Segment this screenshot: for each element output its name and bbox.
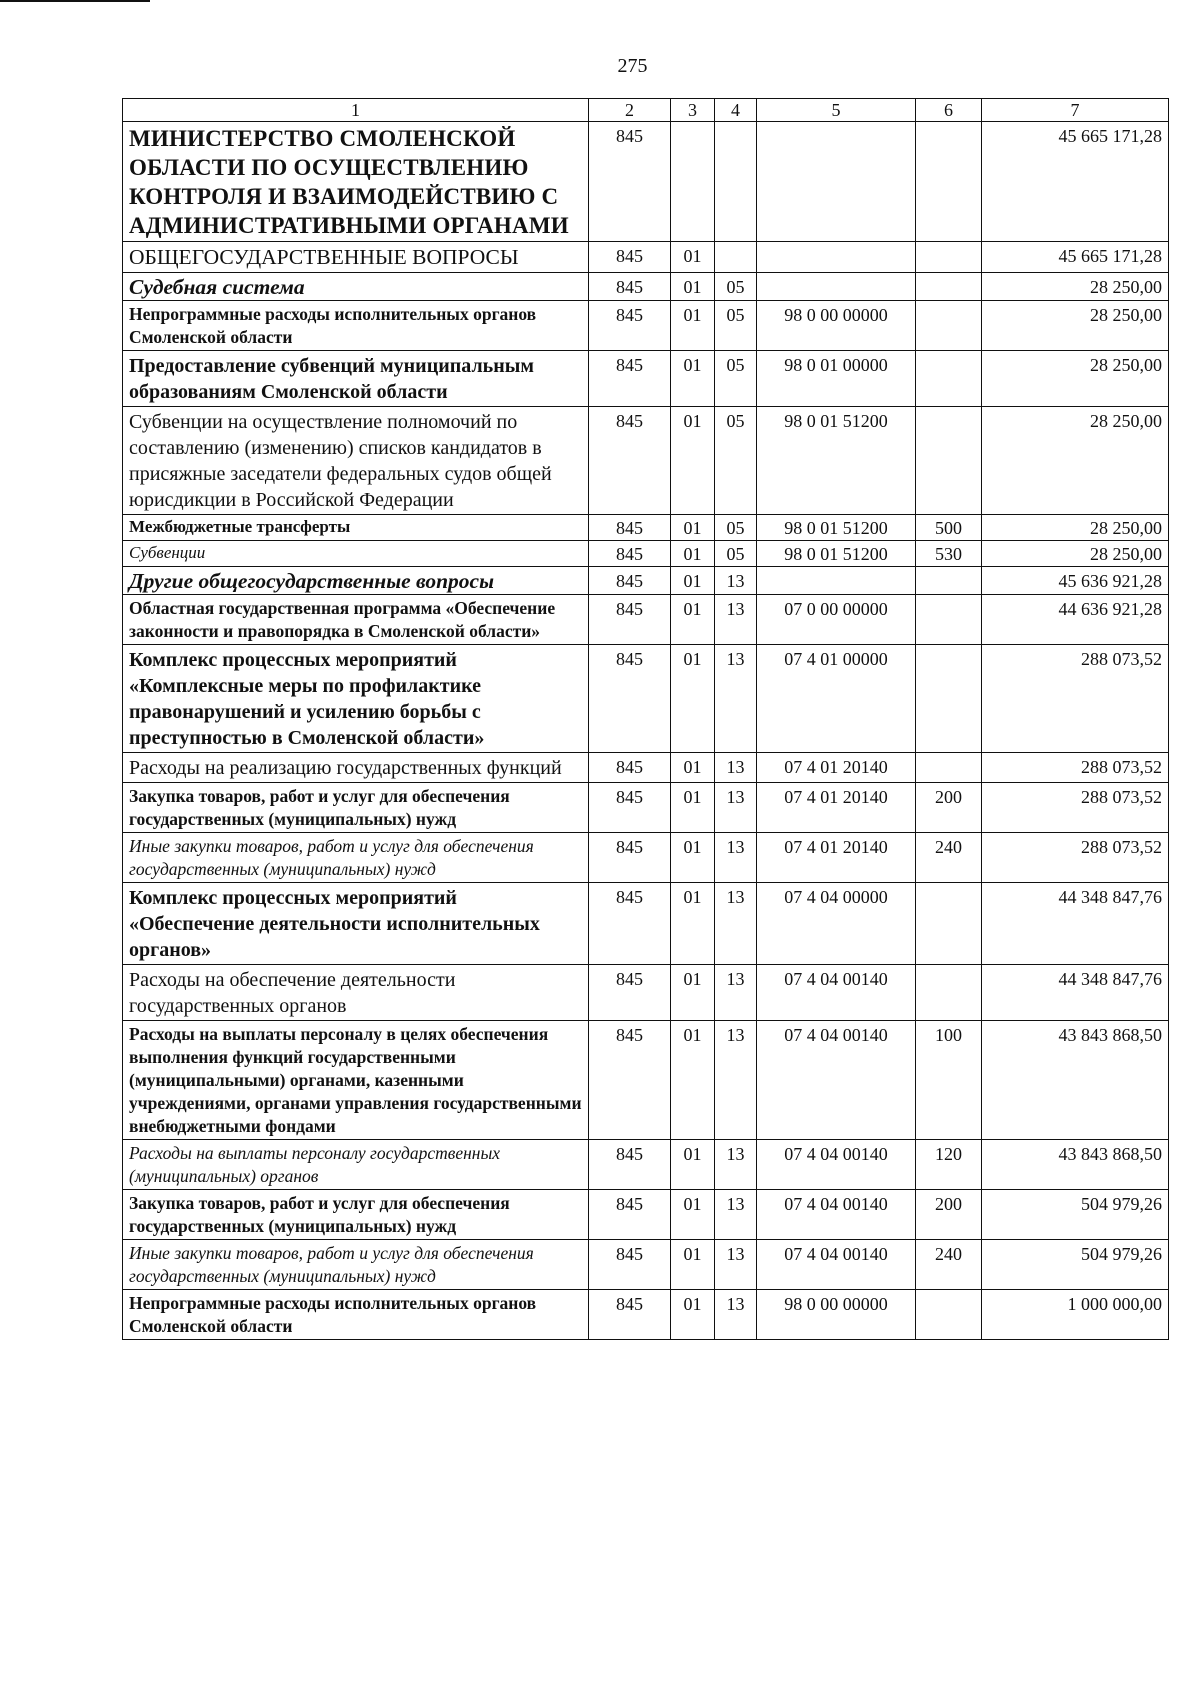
expense-type-cell: 240 — [916, 833, 982, 883]
table-row — [123, 965, 1169, 1021]
subsection-code-cell: 13 — [715, 1190, 757, 1240]
row-name-cell: Расходы на реализацию государственных функций — [123, 753, 589, 783]
section-code-cell: 01 — [671, 541, 715, 567]
subsection-code-cell: 13 — [715, 833, 757, 883]
section-code-cell: 01 — [671, 595, 715, 645]
section-code-cell: 01 — [671, 301, 715, 351]
subsection-code-cell — [715, 122, 757, 242]
expense-type-cell — [916, 407, 982, 515]
target-article-cell: 07 4 01 20140 — [757, 833, 916, 883]
section-code-cell: 01 — [671, 407, 715, 515]
expense-type-cell: 200 — [916, 783, 982, 833]
row-name-cell: Иные закупки товаров, работ и услуг для обеспечения государственных (муниципальных) нужд — [123, 1240, 589, 1290]
expense-type-cell — [916, 595, 982, 645]
table-row — [123, 122, 1169, 242]
subsection-code-cell: 13 — [715, 595, 757, 645]
ministry-code-cell: 845 — [589, 515, 671, 541]
target-article-cell: 98 0 00 00000 — [757, 301, 916, 351]
table-row — [123, 273, 1169, 301]
expense-type-cell — [916, 273, 982, 301]
expense-type-cell — [916, 567, 982, 595]
table-row — [123, 595, 1169, 645]
expense-type-cell — [916, 351, 982, 407]
row-name-cell: Комплекс процессных мероприятий «Обеспечение деятельности исполнительных органов» — [123, 883, 589, 965]
row-name-cell: МИНИСТЕРСТВО СМОЛЕНСКОЙ ОБЛАСТИ ПО ОСУЩЕСТВЛЕНИЮ КОНТРОЛЯ И ВЗАИМОДЕЙСТВИЮ С АДМИНИСТРАТИВНЫМИ ОРГАНАМИ — [123, 122, 589, 242]
row-name-cell: Другие общегосударственные вопросы — [123, 567, 589, 595]
section-code-cell: 01 — [671, 833, 715, 883]
section-code-cell: 01 — [671, 1240, 715, 1290]
target-article-cell: 07 4 04 00140 — [757, 1021, 916, 1140]
row-name-cell: Расходы на выплаты персоналу в целях обеспечения выполнения функций государственными (муниципальными) органами, казенными учреждениями, органами управления государственными внебюджетными фондами — [123, 1021, 589, 1140]
row-name-cell: ОБЩЕГОСУДАРСТВЕННЫЕ ВОПРОСЫ — [123, 242, 589, 273]
subsection-code-cell: 05 — [715, 273, 757, 301]
section-code-cell: 01 — [671, 783, 715, 833]
target-article-cell: 07 0 00 00000 — [757, 595, 916, 645]
ministry-code-cell: 845 — [589, 645, 671, 753]
expense-type-cell — [916, 965, 982, 1021]
target-article-cell: 98 0 01 51200 — [757, 515, 916, 541]
ministry-code-cell: 845 — [589, 1290, 671, 1340]
column-header: 4 — [715, 99, 757, 122]
table-row — [123, 541, 1169, 567]
table-header-row — [123, 99, 1169, 122]
ministry-code-cell: 845 — [589, 1140, 671, 1190]
table-row — [123, 1240, 1169, 1290]
ministry-code-cell: 845 — [589, 273, 671, 301]
section-code-cell: 01 — [671, 567, 715, 595]
target-article-cell — [757, 273, 916, 301]
subsection-code-cell — [715, 242, 757, 273]
column-header: 7 — [982, 99, 1169, 122]
ministry-code-cell: 845 — [589, 541, 671, 567]
section-code-cell: 01 — [671, 645, 715, 753]
target-article-cell: 07 4 01 20140 — [757, 753, 916, 783]
table-body — [123, 122, 1169, 1340]
target-article-cell: 98 0 00 00000 — [757, 1290, 916, 1340]
column-header: 6 — [916, 99, 982, 122]
subsection-code-cell: 05 — [715, 407, 757, 515]
amount-cell: 44 348 847,76 — [982, 883, 1169, 965]
ministry-code-cell: 845 — [589, 1240, 671, 1290]
target-article-cell — [757, 242, 916, 273]
subsection-code-cell: 13 — [715, 965, 757, 1021]
table-row — [123, 242, 1169, 273]
table-row — [123, 783, 1169, 833]
amount-cell: 28 250,00 — [982, 515, 1169, 541]
expense-type-cell: 200 — [916, 1190, 982, 1240]
expense-type-cell — [916, 645, 982, 753]
row-name-cell: Иные закупки товаров, работ и услуг для обеспечения государственных (муниципальных) нужд — [123, 833, 589, 883]
amount-cell: 1 000 000,00 — [982, 1290, 1169, 1340]
target-article-cell: 98 0 01 51200 — [757, 541, 916, 567]
table-row — [123, 883, 1169, 965]
amount-cell: 44 348 847,76 — [982, 965, 1169, 1021]
section-code-cell: 01 — [671, 351, 715, 407]
expense-type-cell — [916, 883, 982, 965]
expense-type-cell: 530 — [916, 541, 982, 567]
target-article-cell: 07 4 04 00000 — [757, 883, 916, 965]
ministry-code-cell: 845 — [589, 407, 671, 515]
table-row — [123, 407, 1169, 515]
expense-type-cell — [916, 1290, 982, 1340]
subsection-code-cell: 13 — [715, 783, 757, 833]
ministry-code-cell: 845 — [589, 965, 671, 1021]
subsection-code-cell: 13 — [715, 1021, 757, 1140]
expense-type-cell: 100 — [916, 1021, 982, 1140]
section-code-cell: 01 — [671, 753, 715, 783]
amount-cell: 43 843 868,50 — [982, 1021, 1169, 1140]
amount-cell: 288 073,52 — [982, 833, 1169, 883]
ministry-code-cell: 845 — [589, 1021, 671, 1140]
target-article-cell: 07 4 04 00140 — [757, 965, 916, 1021]
subsection-code-cell: 13 — [715, 1140, 757, 1190]
section-code-cell: 01 — [671, 1140, 715, 1190]
section-code-cell: 01 — [671, 883, 715, 965]
target-article-cell: 98 0 01 51200 — [757, 407, 916, 515]
target-article-cell: 07 4 01 20140 — [757, 783, 916, 833]
table-row — [123, 515, 1169, 541]
table-row — [123, 1290, 1169, 1340]
subsection-code-cell: 13 — [715, 883, 757, 965]
expense-type-cell — [916, 753, 982, 783]
subsection-code-cell: 13 — [715, 645, 757, 753]
amount-cell: 288 073,52 — [982, 783, 1169, 833]
target-article-cell: 07 4 04 00140 — [757, 1140, 916, 1190]
expense-type-cell: 240 — [916, 1240, 982, 1290]
section-code-cell: 01 — [671, 515, 715, 541]
subsection-code-cell: 13 — [715, 567, 757, 595]
expense-type-cell — [916, 301, 982, 351]
row-name-cell: Закупка товаров, работ и услуг для обеспечения государственных (муниципальных) нужд — [123, 783, 589, 833]
section-code-cell — [671, 122, 715, 242]
target-article-cell: 07 4 04 00140 — [757, 1190, 916, 1240]
section-code-cell: 01 — [671, 273, 715, 301]
ministry-code-cell: 845 — [589, 783, 671, 833]
ministry-code-cell: 845 — [589, 301, 671, 351]
subsection-code-cell: 05 — [715, 515, 757, 541]
expense-type-cell: 500 — [916, 515, 982, 541]
amount-cell: 504 979,26 — [982, 1240, 1169, 1290]
row-name-cell: Областная государственная программа «Обеспечение законности и правопорядка в Смоленской области» — [123, 595, 589, 645]
row-name-cell: Расходы на обеспечение деятельности государственных органов — [123, 965, 589, 1021]
table-row — [123, 645, 1169, 753]
ministry-code-cell: 845 — [589, 883, 671, 965]
row-name-cell: Непрограммные расходы исполнительных органов Смоленской области — [123, 1290, 589, 1340]
subsection-code-cell: 05 — [715, 301, 757, 351]
amount-cell: 28 250,00 — [982, 273, 1169, 301]
table-row — [123, 1140, 1169, 1190]
target-article-cell: 07 4 04 00140 — [757, 1240, 916, 1290]
amount-cell: 288 073,52 — [982, 753, 1169, 783]
page-number: 275 — [617, 55, 648, 77]
ministry-code-cell: 845 — [589, 351, 671, 407]
row-name-cell: Межбюджетные трансферты — [123, 515, 589, 541]
section-code-cell: 01 — [671, 965, 715, 1021]
amount-cell: 45 665 171,28 — [982, 122, 1169, 242]
table-row — [123, 301, 1169, 351]
column-header: 3 — [671, 99, 715, 122]
amount-cell: 28 250,00 — [982, 351, 1169, 407]
expense-type-cell: 120 — [916, 1140, 982, 1190]
amount-cell: 288 073,52 — [982, 645, 1169, 753]
row-name-cell: Закупка товаров, работ и услуг для обеспечения государственных (муниципальных) нужд — [123, 1190, 589, 1240]
ministry-code-cell: 845 — [589, 567, 671, 595]
subsection-code-cell: 13 — [715, 1240, 757, 1290]
amount-cell: 45 665 171,28 — [982, 242, 1169, 273]
section-code-cell: 01 — [671, 242, 715, 273]
table-row — [123, 753, 1169, 783]
amount-cell: 28 250,00 — [982, 301, 1169, 351]
ministry-code-cell: 845 — [589, 595, 671, 645]
subsection-code-cell: 13 — [715, 753, 757, 783]
column-header: 5 — [757, 99, 916, 122]
ministry-code-cell: 845 — [589, 242, 671, 273]
table-row — [123, 351, 1169, 407]
amount-cell: 28 250,00 — [982, 541, 1169, 567]
amount-cell: 504 979,26 — [982, 1190, 1169, 1240]
table-row — [123, 1021, 1169, 1140]
row-name-cell: Комплекс процессных мероприятий «Комплексные меры по профилактике правонарушений и усилению борьбы с преступностью в Смоленской области» — [123, 645, 589, 753]
ministry-code-cell: 845 — [589, 1190, 671, 1240]
column-header: 2 — [589, 99, 671, 122]
expense-type-cell — [916, 242, 982, 273]
target-article-cell — [757, 567, 916, 595]
subsection-code-cell: 05 — [715, 351, 757, 407]
subsection-code-cell: 05 — [715, 541, 757, 567]
row-name-cell: Предоставление субвенций муниципальным образованиям Смоленской области — [123, 351, 589, 407]
ministry-code-cell: 845 — [589, 753, 671, 783]
budget-table — [122, 98, 1169, 1340]
corner-rule — [0, 0, 150, 2]
row-name-cell: Субвенции на осуществление полномочий по составлению (изменению) списков кандидатов в присяжные заседатели федеральных судов общей юрисдикции в Российской Федерации — [123, 407, 589, 515]
row-name-cell: Непрограммные расходы исполнительных органов Смоленской области — [123, 301, 589, 351]
amount-cell: 43 843 868,50 — [982, 1140, 1169, 1190]
amount-cell: 44 636 921,28 — [982, 595, 1169, 645]
row-name-cell: Субвенции — [123, 541, 589, 567]
subsection-code-cell: 13 — [715, 1290, 757, 1340]
row-name-cell: Расходы на выплаты персоналу государственных (муниципальных) органов — [123, 1140, 589, 1190]
section-code-cell: 01 — [671, 1190, 715, 1240]
row-name-cell: Судебная система — [123, 273, 589, 301]
target-article-cell — [757, 122, 916, 242]
amount-cell: 45 636 921,28 — [982, 567, 1169, 595]
column-header: 1 — [123, 99, 589, 122]
table-row — [123, 1190, 1169, 1240]
target-article-cell: 98 0 01 00000 — [757, 351, 916, 407]
ministry-code-cell: 845 — [589, 122, 671, 242]
expense-type-cell — [916, 122, 982, 242]
table-row — [123, 833, 1169, 883]
table-row — [123, 567, 1169, 595]
ministry-code-cell: 845 — [589, 833, 671, 883]
amount-cell: 28 250,00 — [982, 407, 1169, 515]
target-article-cell: 07 4 01 00000 — [757, 645, 916, 753]
section-code-cell: 01 — [671, 1290, 715, 1340]
section-code-cell: 01 — [671, 1021, 715, 1140]
